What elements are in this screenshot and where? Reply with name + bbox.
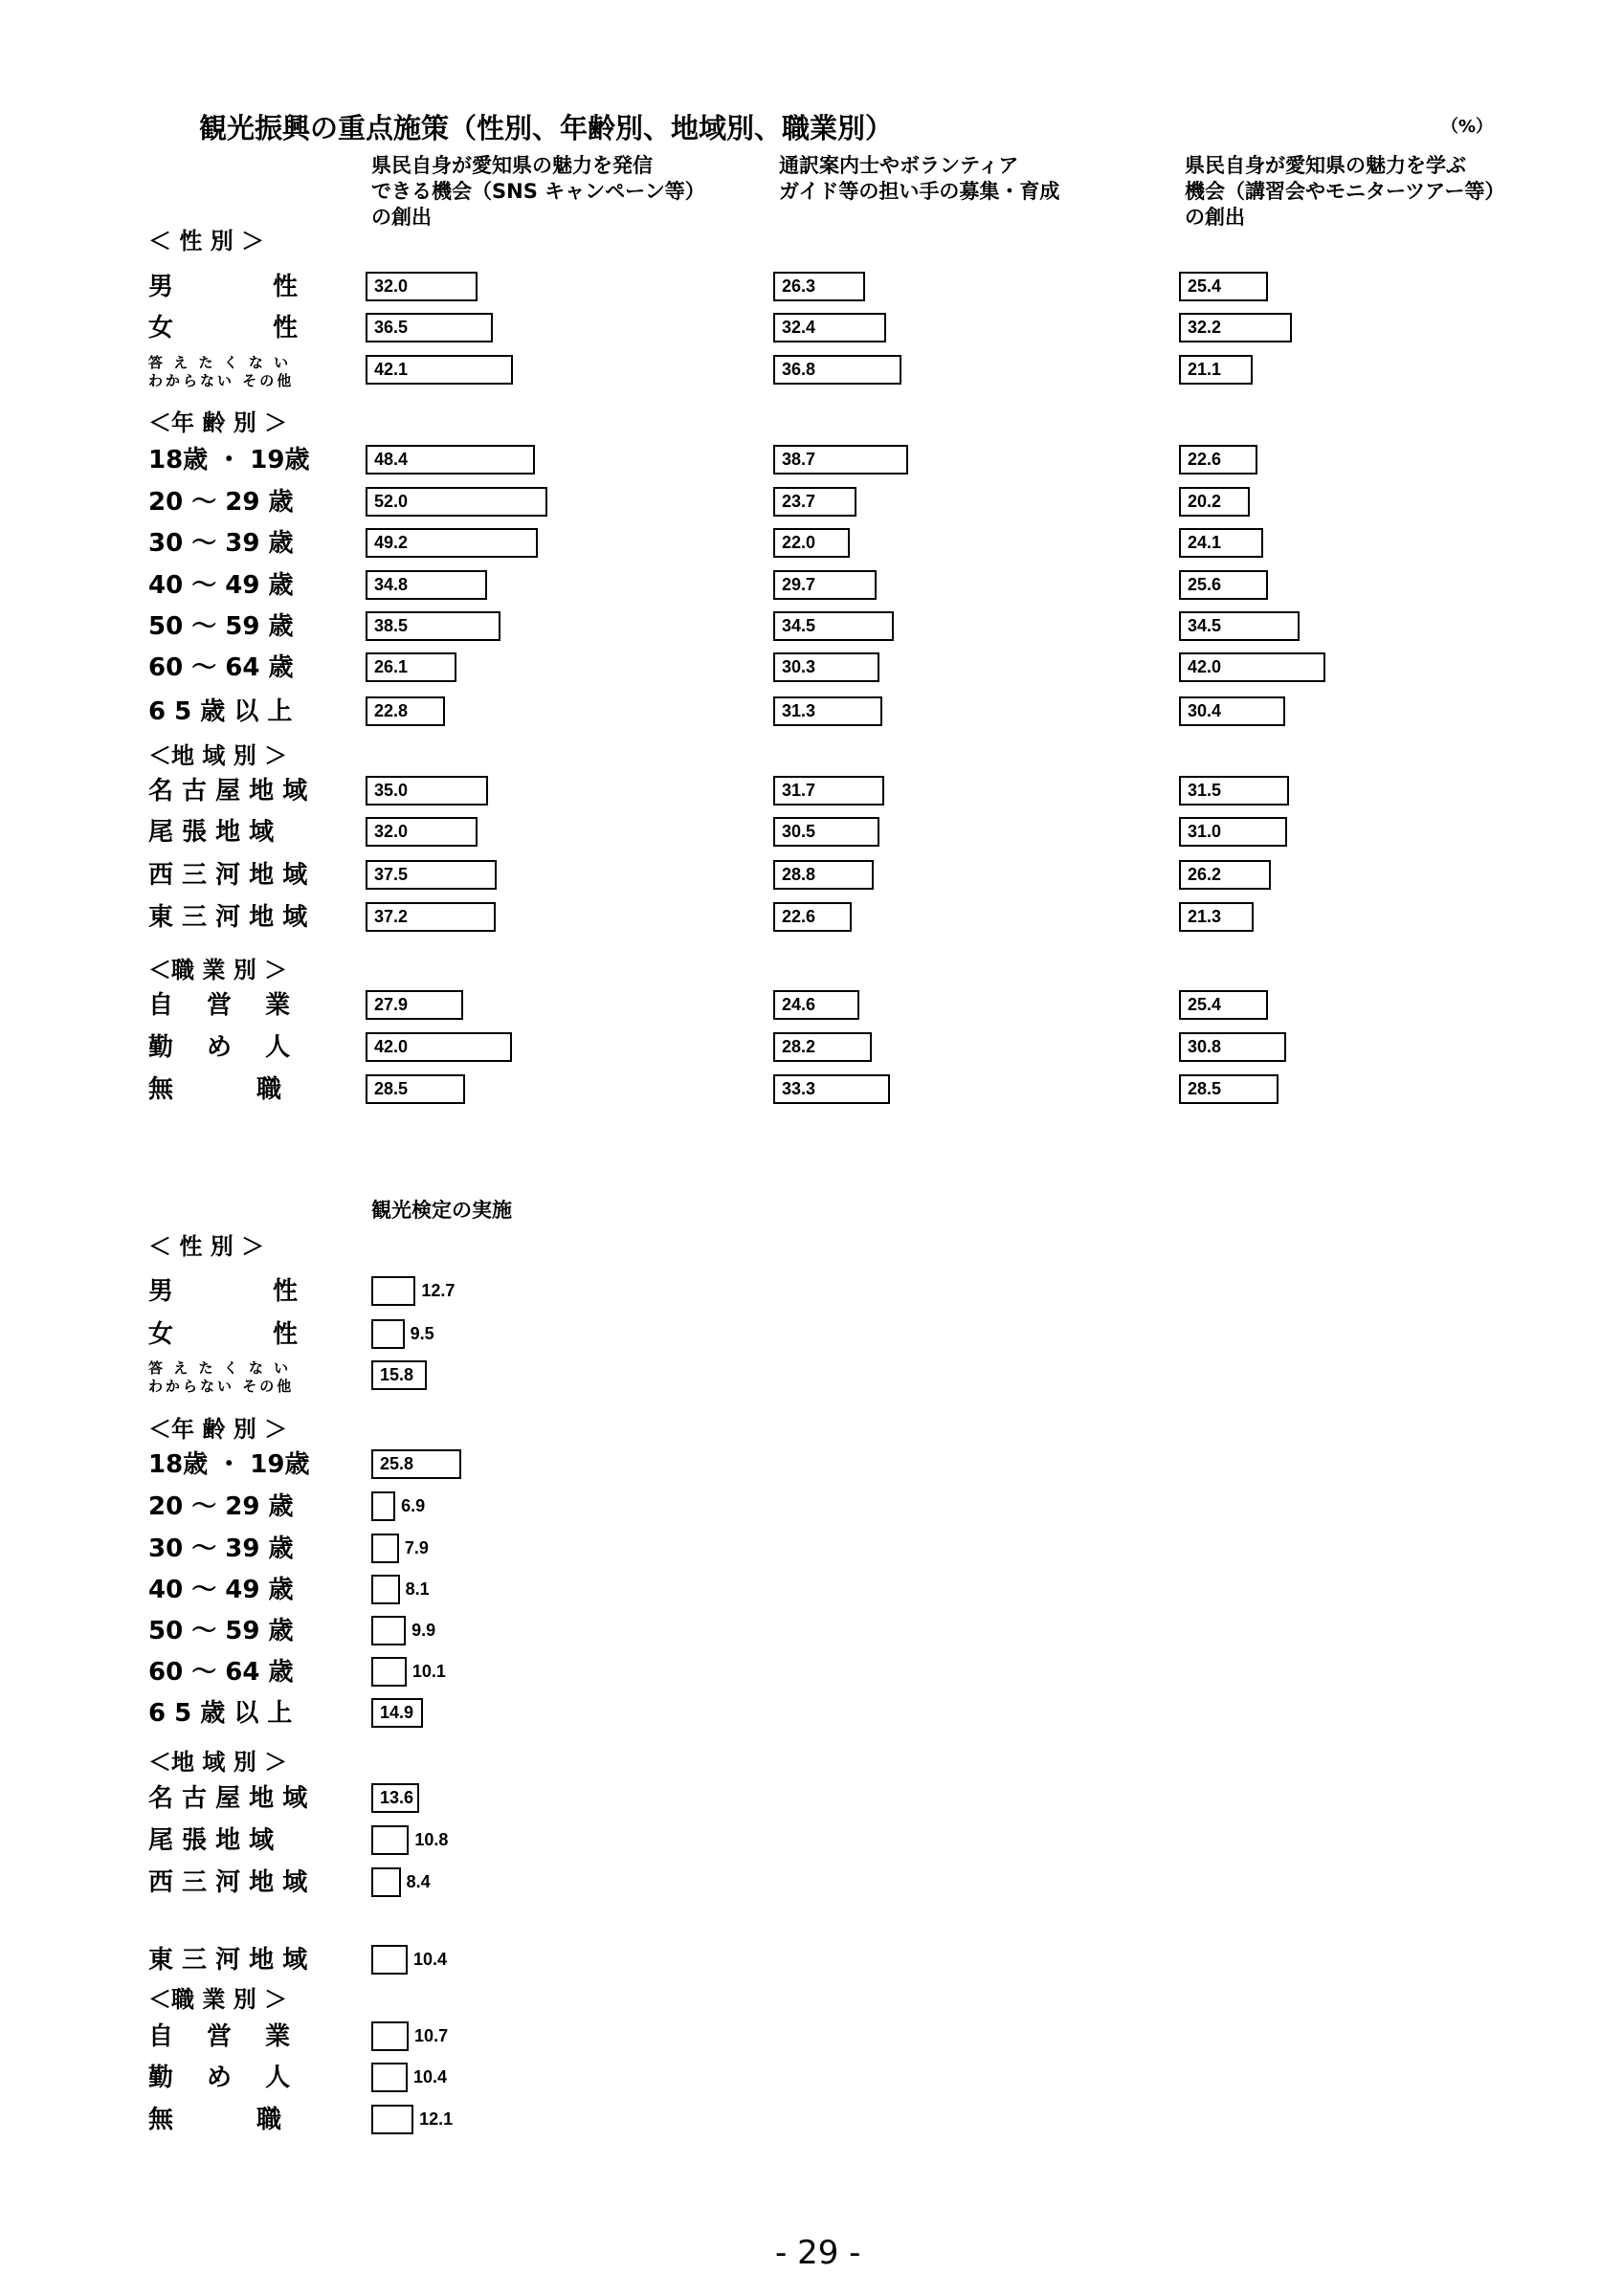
- category-heading: ＜職 業 別 ＞: [148, 1986, 288, 2013]
- bar: [366, 817, 478, 847]
- row-label: 30 ～ 39 歳: [148, 1534, 294, 1563]
- bar: [366, 445, 535, 475]
- row-label-line1: 答 え た く な い: [148, 1359, 292, 1377]
- bar: [1179, 611, 1300, 641]
- bar-value: 30.8: [1188, 1037, 1222, 1056]
- bar-value: 6.9: [401, 1496, 426, 1515]
- bar: [366, 313, 493, 342]
- bar: [366, 355, 513, 385]
- bar-value: 37.2: [374, 907, 409, 926]
- bar: [773, 652, 879, 682]
- bar: [371, 1945, 408, 1975]
- bar-value: 42.0: [1188, 657, 1222, 676]
- row-label: 自 営 業: [148, 991, 291, 1020]
- bar-value: 36.8: [782, 360, 816, 379]
- bar: [1179, 1074, 1278, 1104]
- bar-value: 28.8: [782, 865, 816, 884]
- bar: [773, 570, 877, 600]
- bar: [773, 902, 852, 932]
- bar-value: 10.4: [412, 2067, 447, 2086]
- bar: [773, 272, 865, 301]
- row-label: 30 ～ 39 歳: [148, 529, 294, 558]
- bar-value: 34.8: [374, 575, 409, 594]
- bar-value: 25.4: [1188, 995, 1222, 1014]
- bar: [371, 1698, 423, 1728]
- bar-value: 29.7: [782, 575, 816, 594]
- row-label-line2: わからない その他: [148, 1378, 295, 1395]
- row-label: 自 営 業: [148, 2022, 291, 2051]
- category-heading: ＜地 域 別 ＞: [148, 1749, 288, 1776]
- series-header-line: の創出: [371, 206, 432, 229]
- bar: [1179, 445, 1257, 475]
- bar: [366, 990, 463, 1020]
- bar-value: 30.3: [782, 657, 816, 676]
- series-header-line: の創出: [1185, 206, 1245, 229]
- bar: [773, 313, 886, 342]
- bar-value: 23.7: [782, 492, 816, 511]
- bar-value: 8.4: [406, 1872, 431, 1891]
- row-label: 60 ～ 64 歳: [148, 653, 294, 682]
- bar: [371, 1276, 415, 1306]
- category-heading: ＜職 業 別 ＞: [148, 957, 288, 983]
- bar-value: 10.1: [411, 1662, 446, 1681]
- bar: [366, 860, 497, 890]
- bar: [1179, 860, 1271, 890]
- bar: [1179, 487, 1250, 517]
- bar-value: 20.2: [1188, 492, 1222, 511]
- bar-value: 31.7: [782, 781, 816, 800]
- bar: [371, 1825, 409, 1855]
- bar-value: 22.6: [782, 907, 816, 926]
- bar: [1179, 652, 1325, 682]
- row-label: 西 三 河 地 域: [148, 1868, 308, 1897]
- row-label: 18歳 ・ 19歳: [148, 446, 310, 475]
- row-label: 20 ～ 29 歳: [148, 488, 294, 517]
- bar-value: 24.1: [1188, 533, 1222, 552]
- row-label: 50 ～ 59 歳: [148, 612, 294, 641]
- bar-value: 7.9: [404, 1538, 429, 1557]
- row-label: 尾 張 地 域: [148, 818, 275, 847]
- bar: [1179, 528, 1263, 558]
- bar-value: 42.1: [374, 360, 409, 379]
- bar: [1179, 696, 1285, 726]
- category-heading: ＜ 性 別 ＞: [148, 228, 265, 254]
- bar: [773, 487, 856, 517]
- bar-value: 28.5: [374, 1079, 409, 1098]
- bar-value: 49.2: [374, 533, 409, 552]
- bar-value: 31.3: [782, 701, 816, 720]
- bar-value: 38.7: [782, 450, 816, 469]
- category-heading: ＜年 齢 別 ＞: [148, 1416, 288, 1443]
- bar: [773, 1032, 872, 1062]
- bar-value: 37.5: [374, 865, 409, 884]
- category-heading: ＜ 性 別 ＞: [148, 1233, 265, 1260]
- bar-value: 22.8: [374, 701, 409, 720]
- series-header-line: ガイド等の担い手の募集・育成: [779, 180, 1060, 203]
- bar-value: 32.2: [1188, 318, 1222, 337]
- category-heading: ＜年 齢 別 ＞: [148, 409, 288, 436]
- bar-value: 31.0: [1188, 822, 1222, 841]
- bar: [773, 776, 884, 806]
- row-label: 6 5 歳 以 上: [148, 697, 293, 726]
- bar-value: 28.5: [1188, 1079, 1222, 1098]
- bar: [1179, 313, 1292, 342]
- row-label: 20 ～ 29 歳: [148, 1492, 294, 1521]
- row-label: 50 ～ 59 歳: [148, 1617, 294, 1645]
- bar-value: 10.8: [414, 1830, 449, 1849]
- bar: [371, 2105, 413, 2134]
- bar: [773, 1074, 890, 1104]
- bar: [366, 1032, 512, 1062]
- bar-value: 32.0: [374, 822, 409, 841]
- bar: [371, 2063, 408, 2092]
- series-header: 観光検定の実施: [371, 1199, 512, 1222]
- bar-value: 34.5: [782, 616, 816, 635]
- row-label: 東 三 河 地 域: [148, 1946, 308, 1975]
- bar-value: 21.1: [1188, 360, 1222, 379]
- bar: [366, 652, 456, 682]
- series-header-line: できる機会（SNS キャンペーン等）: [371, 180, 705, 203]
- row-label: 40 ～ 49 歳: [148, 1576, 294, 1604]
- bar: [1179, 570, 1268, 600]
- bar: [1179, 355, 1253, 385]
- bar-value: 28.2: [782, 1037, 816, 1056]
- bar: [773, 990, 859, 1020]
- page-number: - 29 -: [775, 2234, 861, 2272]
- bar: [366, 272, 478, 301]
- bar-value: 38.5: [374, 616, 409, 635]
- bar-value: 10.4: [412, 1950, 447, 1969]
- bar-value: 12.1: [419, 2109, 454, 2129]
- bar-value: 26.1: [374, 657, 409, 676]
- row-label: 18歳 ・ 19歳: [148, 1450, 310, 1479]
- bar-value: 25.4: [1188, 276, 1222, 296]
- row-label: 女 性: [148, 1320, 299, 1349]
- row-label: 女 性: [148, 314, 299, 342]
- row-label: 名 古 屋 地 域: [148, 1784, 308, 1813]
- bar: [1179, 902, 1254, 932]
- bar-value: 34.5: [1188, 616, 1222, 635]
- bar: [773, 860, 874, 890]
- bar: [366, 776, 488, 806]
- bar-value: 8.1: [405, 1579, 430, 1599]
- bar: [773, 355, 901, 385]
- bar: [366, 1074, 465, 1104]
- row-label: 無 職: [148, 1075, 282, 1104]
- bar: [1179, 1032, 1286, 1062]
- bar: [366, 902, 496, 932]
- bar-value: 13.6: [380, 1788, 414, 1807]
- bar-value: 9.5: [410, 1324, 434, 1343]
- bar-value: 36.5: [374, 318, 409, 337]
- row-label: 名 古 屋 地 域: [148, 777, 308, 806]
- bar: [366, 696, 445, 726]
- bar: [773, 696, 882, 726]
- bar: [371, 2021, 409, 2051]
- bar: [773, 528, 850, 558]
- bar: [371, 1616, 406, 1645]
- bar: [371, 1534, 399, 1563]
- bar: [1179, 990, 1268, 1020]
- bar-value: 27.9: [374, 995, 409, 1014]
- row-label: 6 5 歳 以 上: [148, 1699, 293, 1728]
- row-label-line1: 答 え た く な い: [148, 354, 292, 371]
- row-label: 西 三 河 地 域: [148, 861, 308, 890]
- bar-value: 14.9: [380, 1703, 414, 1722]
- series-header-line: 県民自身が愛知県の魅力を発信: [371, 154, 653, 177]
- bar: [371, 1360, 427, 1390]
- bar-value: 35.0: [374, 781, 409, 800]
- series-header-line: 機会（講習会やモニターツアー等）: [1185, 180, 1505, 203]
- series-header-line: 通訳案内士やボランティア: [779, 154, 1019, 177]
- bar: [371, 1449, 461, 1479]
- bar-value: 22.6: [1188, 450, 1222, 469]
- category-heading: ＜地 域 別 ＞: [148, 742, 288, 769]
- bar: [773, 817, 879, 847]
- bar-value: 32.4: [782, 318, 816, 337]
- bar-value: 31.5: [1188, 781, 1222, 800]
- bar: [371, 1867, 401, 1897]
- row-label: 40 ～ 49 歳: [148, 571, 294, 600]
- row-label: 男 性: [148, 273, 299, 301]
- bar: [773, 445, 908, 475]
- bar-value: 26.2: [1188, 865, 1222, 884]
- bar-value: 24.6: [782, 995, 816, 1014]
- bar: [1179, 817, 1287, 847]
- row-label: 勤 め 人: [148, 2064, 291, 2092]
- bar-value: 32.0: [374, 276, 409, 296]
- page-title: 観光振興の重点施策（性別、年齢別、地域別、職業別）: [199, 112, 894, 144]
- bar-value: 42.0: [374, 1037, 409, 1056]
- bar-value: 30.5: [782, 822, 816, 841]
- bar-value: 12.7: [421, 1281, 456, 1300]
- bar-value: 26.3: [782, 276, 816, 296]
- bar-value: 48.4: [374, 450, 409, 469]
- row-label: 60 ～ 64 歳: [148, 1658, 294, 1687]
- bar: [371, 1319, 405, 1349]
- bar-value: 15.8: [380, 1365, 414, 1384]
- row-label: 勤 め 人: [148, 1033, 291, 1062]
- bar: [1179, 272, 1268, 301]
- row-label: 無 職: [148, 2106, 282, 2134]
- bar-value: 25.6: [1188, 575, 1222, 594]
- row-label: 尾 張 地 域: [148, 1826, 275, 1855]
- bar: [773, 611, 894, 641]
- bar-value: 9.9: [411, 1621, 436, 1640]
- bar: [371, 1783, 419, 1813]
- bar: [371, 1657, 407, 1687]
- bar-value: 33.3: [782, 1079, 816, 1098]
- row-label-line2: わからない その他: [148, 372, 295, 389]
- series-header-line: 県民自身が愛知県の魅力を学ぶ: [1185, 154, 1466, 177]
- bar: [371, 1575, 400, 1604]
- bar-value: 10.7: [414, 2026, 449, 2045]
- row-label: 東 三 河 地 域: [148, 903, 308, 932]
- bar-value: 52.0: [374, 492, 409, 511]
- bar-value: 22.0: [782, 533, 816, 552]
- bar-value: 25.8: [380, 1454, 414, 1473]
- bar: [366, 611, 500, 641]
- bar: [1179, 776, 1289, 806]
- bar: [366, 570, 487, 600]
- bar: [366, 487, 547, 517]
- bar-value: 21.3: [1188, 907, 1222, 926]
- bar: [366, 528, 538, 558]
- bar: [371, 1491, 395, 1521]
- bar-value: 30.4: [1188, 701, 1222, 720]
- row-label: 男 性: [148, 1277, 299, 1306]
- unit-label: （%）: [1441, 117, 1494, 137]
